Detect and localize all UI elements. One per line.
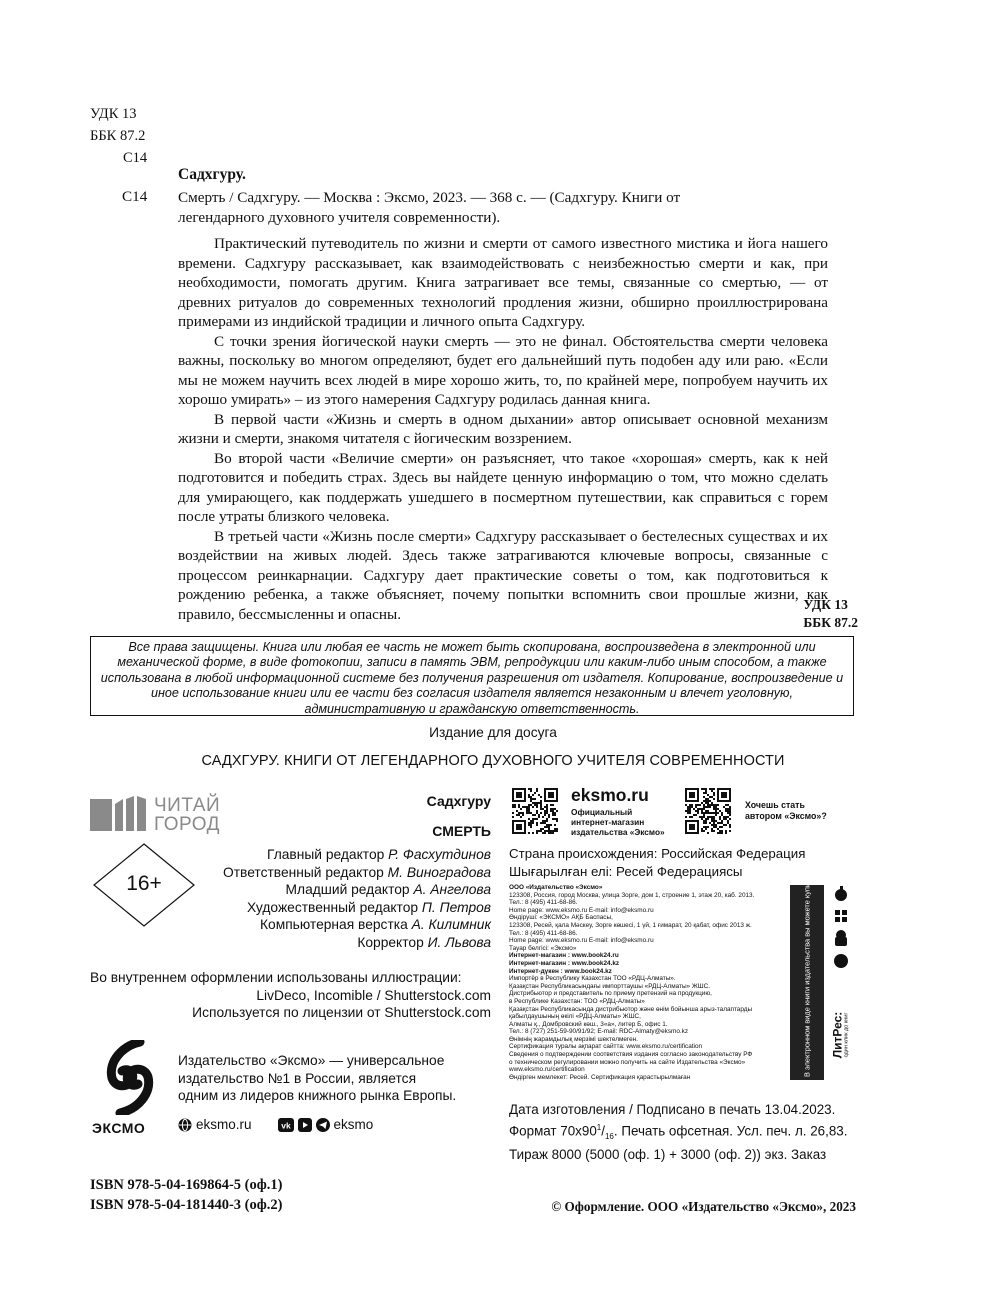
shop-qr-code[interactable] bbox=[512, 788, 558, 834]
print-info bbox=[509, 1101, 847, 1164]
vk-icon[interactable] bbox=[278, 1118, 294, 1132]
telegram-icon[interactable] bbox=[316, 1118, 330, 1132]
fine-print-line: о техническом регулировании можно получить на сайте Издательства «Эксмо» bbox=[509, 1058, 746, 1066]
bbk-code: ББК 87.2 bbox=[90, 128, 146, 144]
shop-desc-line2: интернет-магазин bbox=[571, 817, 645, 827]
fine-print-line: Дистрибьютор и представитель по приему претензий на продукцию, bbox=[509, 990, 712, 998]
fine-print-line: www.eksmo.ru/certification bbox=[509, 1066, 585, 1074]
become-author-line1: Хочешь стать bbox=[745, 800, 805, 810]
svg-text:vk: vk bbox=[280, 1120, 291, 1130]
shopping-bag-icon bbox=[834, 954, 848, 968]
fine-print-line: 123308, Ресей, қала Мәскеу, Зорге көшесі, 1 үй, 1 ғимарат, 20 қабат, офис 2013 ж. bbox=[509, 921, 752, 929]
annotation bbox=[178, 234, 828, 624]
shop-desc-line3: издательства «Эксмо» bbox=[571, 827, 665, 837]
editor-role: Художественный редактор bbox=[247, 899, 419, 915]
fine-print-line: Интернет-магазин : www.book24.kz bbox=[509, 959, 620, 967]
editor-row bbox=[200, 916, 491, 934]
fine-print-line: Интернет-магазин : www.book24.ru bbox=[509, 952, 619, 960]
editors-list bbox=[200, 846, 491, 952]
entry-title-line2: легендарного духовного учителя современности). bbox=[178, 208, 501, 226]
age-rating-badge bbox=[92, 842, 196, 928]
illustrations-line1: Во внутреннем оформлении использованы иллюстрации: bbox=[90, 970, 462, 985]
eksmo-logo-text: ЭКСМО bbox=[92, 1120, 146, 1136]
print-format: Формат $70х90^1/_{16}$. Печать офсетная. Усл. печ. л. 26,83. bbox=[509, 1123, 848, 1142]
litres-vertical-text: В электронном виде книги издательства вы можете купить на www.litres.ru bbox=[802, 821, 812, 1077]
fine-print-line: Интернет-дүкен : www.book24.kz bbox=[509, 967, 612, 975]
origin-info bbox=[509, 845, 805, 881]
editor-name: Р. Фасхутдинов bbox=[388, 847, 491, 862]
udk-code-right: УДК 13 bbox=[803, 597, 848, 612]
platform-icons bbox=[826, 885, 856, 975]
fine-print-line: ООО «Издательство «Эксмо» bbox=[509, 884, 603, 891]
format-prefix: Формат 70х90 bbox=[509, 1123, 597, 1139]
chitai-gorod-text bbox=[154, 796, 220, 834]
become-author-line2: автором «Эксмо»? bbox=[745, 811, 827, 821]
publisher-fine-print bbox=[509, 884, 781, 1081]
editor-name: И. Львова bbox=[427, 934, 491, 950]
author-mark: С14 bbox=[123, 150, 148, 166]
copyright: © Оформление. ООО «Издательство «Эксмо», 2023 bbox=[551, 1199, 856, 1214]
illustrations-line2: LivDeco, Incomible / Shutterstock.com bbox=[256, 987, 491, 1003]
editor-role: Главный редактор bbox=[267, 847, 385, 862]
windows-icon bbox=[835, 910, 847, 922]
editor-role: Ответственный редактор bbox=[222, 864, 384, 880]
youtube-icon[interactable] bbox=[298, 1118, 312, 1132]
bbk-code-right: ББК 87.2 bbox=[803, 615, 858, 630]
isbn-block bbox=[90, 1175, 282, 1215]
shop-description bbox=[571, 807, 665, 837]
fine-print-line: Сведения о подтверждении соответствия издания согласно законодательству РФ bbox=[509, 1051, 753, 1059]
entry-title bbox=[178, 188, 828, 227]
format-numerator: 1 bbox=[596, 1123, 602, 1132]
eksmo-logo bbox=[92, 1040, 162, 1136]
eksmo-web-row bbox=[178, 1117, 373, 1132]
print-run: Тираж 8000 (5000 (оф. 1) + 3000 (оф. 2)) экз. Заказ bbox=[509, 1147, 827, 1163]
age-rating-text: 16+ bbox=[126, 872, 162, 895]
edition-type: Издание для досуга bbox=[429, 725, 557, 740]
editor-name: А. Килимник bbox=[411, 917, 491, 933]
fine-print-line: Тел.: 8 (495) 411-68-86. bbox=[509, 899, 578, 907]
book-author: Садхгуру bbox=[426, 793, 491, 809]
editor-role: Младший редактор bbox=[285, 882, 410, 898]
editor-role: Корректор bbox=[357, 934, 424, 950]
shop-domain[interactable]: eksmo.ru bbox=[571, 785, 649, 805]
illustrations-line3: Используется по лицензии от Shutterstock.com bbox=[192, 1005, 491, 1020]
series-title: САДХГУРУ. КНИГИ ОТ ЛЕГЕНДАРНОГО ДУХОВНОГО УЧИТЕЛЯ СОВРЕМЕННОСТИ bbox=[201, 753, 785, 769]
fine-print-line: 123308, Россия, город Москва, улица Зорге, дом 1, строение 1, этаж 20, каб. 2013. bbox=[509, 891, 755, 899]
eksmo-desc-line3: одним из лидеров книжного рынка Европы. bbox=[178, 1088, 457, 1103]
eksmo-desc-line2: издательство №1 в России, является bbox=[178, 1070, 417, 1086]
chitai-gorod-line1: ЧИТАЙ bbox=[154, 795, 221, 816]
udk-code: УДК 13 bbox=[90, 106, 137, 122]
editor-name: П. Петров bbox=[421, 899, 491, 915]
qr-code-icon bbox=[685, 788, 731, 834]
origin-kz: Шығарылған елі: Ресей Федерациясы bbox=[509, 864, 743, 879]
android-icon bbox=[835, 930, 847, 946]
fine-print-line: Тауар белгісі: «Эксмо» bbox=[509, 944, 577, 952]
fine-print-line: Тел.: 8 (495) 411-68-86. bbox=[509, 929, 578, 937]
editor-name: А. Ангелова bbox=[413, 882, 491, 898]
classification-codes-right bbox=[803, 596, 858, 632]
fine-print-line: Home page: www.eksmo.ru E-mail: info@eksmo.ru bbox=[509, 937, 654, 945]
litres-platforms bbox=[826, 885, 856, 1080]
qr-code-icon bbox=[512, 788, 558, 834]
fine-print-line: Импортёр в Республику Казахстан ТОО «РДЦ-Алматы». bbox=[509, 975, 676, 983]
entry-mark: С14 bbox=[122, 188, 148, 205]
fine-print-line: Home page: www.eksmo.ru E-mail: info@eksmo.ru bbox=[509, 906, 654, 914]
chitai-gorod-line2: ГОРОД bbox=[154, 814, 220, 835]
eksmo-emblem-icon bbox=[100, 1040, 160, 1115]
litres-logo: ЛитРес: bbox=[830, 1011, 845, 1059]
fine-print-line: в Республике Казахстан: ТОО «РДЦ-Алматы» bbox=[509, 997, 645, 1005]
editor-row bbox=[200, 881, 491, 899]
globe-icon bbox=[178, 1118, 192, 1132]
isbn-2: ISBN 978-5-04-181440-3 (оф.2) bbox=[90, 1197, 283, 1213]
fine-print-line: қабылдаушының өкілі «РДЦ-Алматы» ЖШС, bbox=[509, 1013, 641, 1021]
print-date: Дата изготовления / Подписано в печать 13.04.2023. bbox=[509, 1102, 836, 1117]
apple-icon bbox=[835, 886, 847, 901]
annotation-paragraph: Во второй части «Величие смерти» он разъясняет, что такое «хорошая» смерть, как к ней подготовится и победить страх. Здесь вы найдете ценную информацию о том, что можно сделать для умирающего, как поддержать ушедшего в посмертном путешествии, как справиться с горем после утраты близкого человека. bbox=[178, 449, 828, 525]
chitai-gorod-books-icon bbox=[90, 796, 150, 832]
eksmo-description bbox=[178, 1052, 456, 1105]
fine-print-line: Тел.: 8 (727) 251-59-90/91/92; E-mail: RDC-Almaty@eksmo.kz bbox=[509, 1028, 689, 1036]
litres-tagline: один клик до книг bbox=[843, 1012, 850, 1058]
fine-print-line: Өндіруші: «ЭКСМО» АҚБ Баспасы, bbox=[509, 914, 613, 922]
eksmo-social-handle[interactable]: eksmo bbox=[333, 1117, 374, 1132]
annotation-paragraph: В первой части «Жизнь и смерть в одном дыхании» автор описывает основной механизм жизни и смерти, знакомя читателя с йогическим воззрением. bbox=[178, 410, 828, 447]
isbn-1: ISBN 978-5-04-169864-5 (оф.1) bbox=[90, 1177, 283, 1193]
fine-print-line: Қазақстан Республикасындағы импорттаушы «РДЦ-Алматы» ЖШС. bbox=[509, 982, 711, 990]
entry-author: Садхгуру. bbox=[178, 166, 246, 183]
editor-row bbox=[200, 934, 491, 952]
editor-row bbox=[200, 864, 491, 882]
rights-notice: Все права защищены. Книга или любая ее часть не может быть скопирована, воспроизведена в электронной или механической форме, в виде фотокопии, записи в память ЭВМ, репродукции или каким-либо иным способом, а также использована в любой информационной системе без получения разрешения от издателя. Копирование, воспроизведение и иное использование книги или ее части без согласия издателя является незаконным и влечет уголовную, административную и гражданскую ответственность. bbox=[90, 636, 854, 716]
classification-codes bbox=[90, 103, 160, 169]
fine-print-line: Алматы қ., Домбровский көш., 3«а», литер Б, офис 1. bbox=[509, 1020, 668, 1028]
editor-row bbox=[200, 899, 491, 917]
entry-title-line1: Смерть / Садхгуру. — Москва : Эксмо, 2023. — 368 с. — (Садхгуру. Книги от bbox=[178, 189, 681, 206]
eksmo-desc-line1: Издательство «Эксмо» — универсальное bbox=[178, 1053, 445, 1068]
become-author-text bbox=[745, 800, 827, 822]
litres-banner[interactable] bbox=[790, 821, 824, 1080]
shop-desc-line1: Официальный bbox=[571, 807, 633, 817]
fine-print-line: Қазақстан Республикасында дистрибьютор және өнім бойынша арыз-талаптарды bbox=[509, 1005, 753, 1013]
fine-print-line: Сертификация туралы ақпарат сайтта: www.eksmo.ru/certification bbox=[509, 1043, 703, 1051]
format-suffix: . Печать офсетная. Усл. печ. л. 26,83. bbox=[613, 1123, 848, 1139]
annotation-paragraph: Практический путеводитель по жизни и смерти от самого известного мистика и йога нашего времени. Садхгуру рассказывает, как взаимодействовать с неизбежностью смерти и как, при необходимости, помогать другим. Книга затрагивает все темы, связанные со смертью, — от древних ритуалов до современных технологий продления жизни, обширно проиллюстрирована примерами из индийской традиции и личного опыта Садхгуру. bbox=[178, 235, 828, 330]
eksmo-site-link[interactable]: eksmo.ru bbox=[196, 1117, 252, 1132]
annotation-paragraph: В третьей части «Жизнь после смерти» Садхгуру рассказывает о бестелесных существах и их воздействии на живых людей. Здесь также затрагиваются ключевые вопросы, связанные с процессом реинкарнации. Садхгуру дает практические советы о том, как подготовиться к рождению ребенка, а также объясняет, почему попытки вспомнить свои прошлые жизни, как правило, бессмысленны и опасны. bbox=[178, 527, 828, 623]
editor-row bbox=[200, 846, 491, 864]
format-denominator: 16 bbox=[604, 1132, 614, 1142]
editor-name: М. Виноградова bbox=[387, 864, 491, 880]
become-author-qr-code[interactable] bbox=[685, 788, 731, 834]
litres-logo-block bbox=[832, 995, 851, 1075]
fine-print-line: Өндірген мемлекет: Ресей. Сертификация қарастырылмаған bbox=[509, 1073, 691, 1081]
fine-print-line: Өнімнің жарамдылық мерзімі шектелмеген. bbox=[509, 1035, 638, 1043]
origin-ru: Страна происхождения: Российская Федерация bbox=[509, 846, 806, 861]
annotation-paragraph: С точки зрения йогической науки смерть — это не финал. Обстоятельства смерти человека важны, поскольку во многом определяют, будет его дальнейший путь подобен аду или раю. «Если мы не можем научить всех людей в мире хорошо жить, то, по крайней мере, попробуем научить их хорошо умирать» – из этого намерения Садхгуру родилась данная книга. bbox=[178, 332, 828, 408]
chitai-gorod-logo bbox=[90, 796, 240, 836]
book-title: СМЕРТЬ bbox=[432, 823, 491, 839]
illustrations-credit bbox=[90, 969, 491, 1022]
editor-role: Компьютерная верстка bbox=[260, 917, 408, 933]
